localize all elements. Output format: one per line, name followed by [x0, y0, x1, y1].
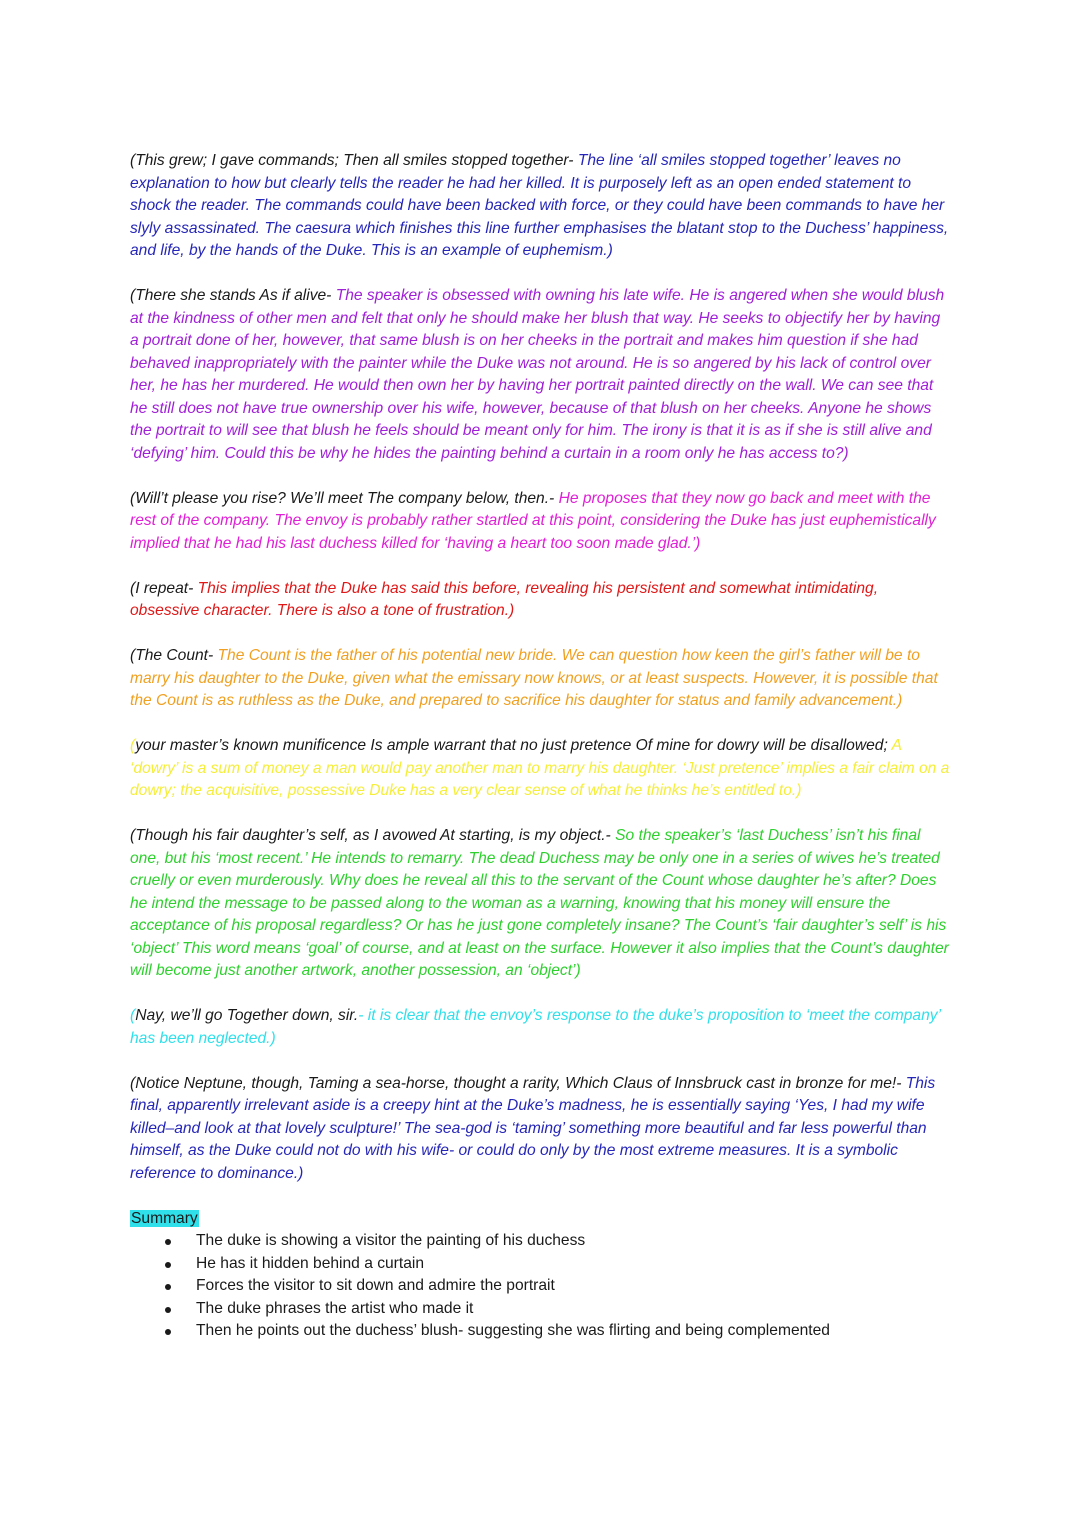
annotation-note: The Count is the father of his potential new bride. We can question how keen the girl’s father will be to marry his daughter to the Duke, given what the emissary now knows, or at least suspects. However, it is possible that the Count is as ruthless as the Duke, and prepared to sacrifice his daughter for status and family advancement.): [130, 647, 938, 709]
annotation-paragraph: [130, 735, 950, 803]
summary-heading: Summary: [131, 1209, 198, 1227]
summary-item: Then he points out the duchess’ blush- suggesting she was flirting and being complemented: [196, 1320, 950, 1343]
poem-quote: (Notice Neptune, though, Taming a sea-horse, thought a rarity, Which Claus of Innsbruck cast in bronze for me!-: [130, 1074, 902, 1092]
open-paren: (: [130, 737, 136, 754]
poem-quote: (Will’t please you rise? We’ll meet The company below, then.-: [130, 489, 555, 507]
annotation-note: He proposes that they now go back and meet with the rest of the company. The envoy is probably rather startled at this point, considering the Duke has just euphemistically implied that he had his last duchess killed for ‘having a heart too soon made glad.’): [130, 489, 936, 552]
summary-item: Forces the visitor to sit down and admire the portrait: [196, 1275, 950, 1298]
summary-list: [130, 1230, 950, 1343]
poem-quote: (There she stands As if alive-: [130, 287, 332, 304]
annotation-note: This implies that the Duke has said this before, revealing his persistent and somewhat intimidating, obsessive character. There is also a tone of frustration.): [130, 579, 879, 619]
poem-quote: (The Count-: [130, 647, 214, 664]
annotation-paragraph: [130, 150, 950, 263]
annotation-note: So the speaker’s ‘last Duchess’ isn’t his final one, but his ‘most recent.’ He intends to remarry. The dead Duchess may be only one in a series of wives he’s treated cruelly or even murderously. Why does he reveal all this to the servant of the Count whose daughter he’s after? Does he intend the message to be passed along to the woman as a warning, knowing that his money will ensure the acceptance of his proposal regardless? Or has he just gone completely insane? The Count’s ‘fair daughter’s self’ is his ‘object’ This word means ‘goal’ of course, and at least on the surface. However it also implies that the Count’s daughter will become just another artwork, another possession, an ‘object’): [130, 827, 949, 979]
annotation-note: This final, apparently irrelevant aside is a creepy hint at the Duke’s madness, he is essentially saying ‘Yes, I had my wife killed–and look at that lovely sculpture!’ The sea-god is ‘taming’ something more beautiful and far less powerful than himself, as the Duke could not do with his wife- or could do only by the most extreme measures. It is a symbolic reference to dominance.): [130, 1074, 936, 1182]
poem-quote: your master’s known munificence Is ample warrant that no just pretence Of mine for dowry will be disallowed;: [135, 737, 888, 754]
annotation-note: The line ‘all smiles stopped together’ leaves no explanation to how but clearly tells the reader he had her killed. It is purposely left as an open ended statement to shock the reader. The commands could have been backed with force, or they could have been commands to have her slyly assassinated. The caesura which finishes this line further emphasises the blatant stop to the Duchess’ happiness, and life, by the hands of the Duke. This is an example of euphemism.): [130, 152, 949, 259]
poem-quote: (Though his fair daughter’s self, as I avowed At starting, is my object.-: [130, 827, 611, 844]
annotation-paragraph: [130, 1005, 950, 1050]
summary-item: The duke is showing a visitor the painting of his duchess: [196, 1230, 950, 1253]
open-paren: (: [130, 1007, 136, 1024]
poem-quote: Nay, we’ll go Together down, sir.: [135, 1007, 359, 1024]
poem-quote: (I repeat-: [130, 579, 194, 597]
annotation-paragraph: [130, 285, 950, 465]
summary-item: He has it hidden behind a curtain: [196, 1253, 950, 1276]
annotation-note: A ‘dowry’ is a sum of money a man would pay another man to marry his daughter. ‘Just pretence’ implies a fair claim on a dowry; the acquisitive, possessive Duke has a very clear sense of what he thinks he’s entitled to.): [130, 737, 950, 799]
summary-section: [130, 1208, 950, 1343]
annotation-paragraph: [130, 645, 950, 713]
annotation-paragraph: [130, 1073, 950, 1186]
annotation-note: - it is clear that the envoy’s response to the duke’s proposition to ‘meet the company’ has been neglected.): [130, 1007, 941, 1047]
annotation-paragraph: [130, 578, 950, 623]
annotation-note: The speaker is obsessed with owning his late wife. He is angered when she would blush at the kindness of other men and felt that only he should make her blush that way. He seeks to objectify her by having a portrait done of her, however, that same blush is on her cheeks in the portrait and makes him question if she had behaved inappropriately with the painter while the Duke was not around. He is so angered by his lack of control over her, he has her murdered. He would then own her by having her portrait painted directly on the wall. We can see that he still does not have true ownership over his wife, however, because of that blush on her cheeks. Anyone he shows the portrait to will see that blush he feels should be meant only for him. The irony is that it is as if she is still alive and ‘defying’ him. Could this be why he hides the painting behind a curtain in a room only he has access to?): [130, 287, 945, 462]
annotation-paragraph: [130, 825, 950, 983]
annotation-paragraph: [130, 488, 950, 556]
poem-quote: (This grew; I gave commands; Then all smiles stopped together-: [130, 152, 574, 169]
document-page: [130, 150, 950, 1343]
summary-item: The duke phrases the artist who made it: [196, 1298, 950, 1321]
